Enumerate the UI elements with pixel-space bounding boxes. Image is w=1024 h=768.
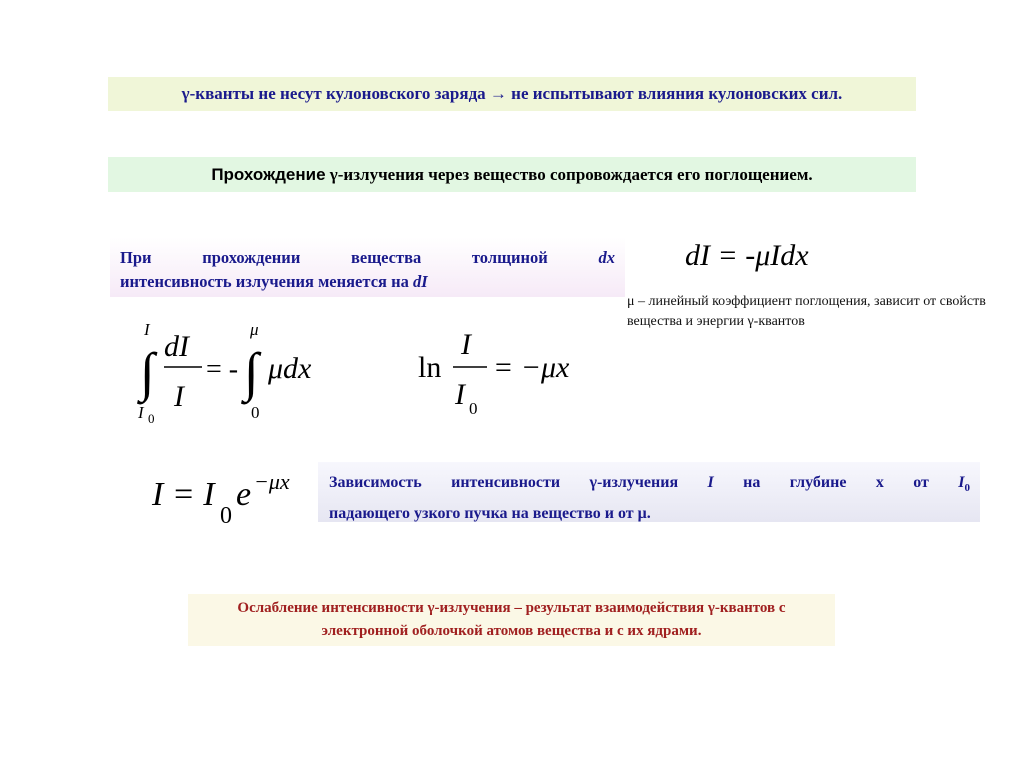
statement-attenuation-line2: электронной оболочкой атомов вещества и с их ядрами.	[321, 623, 702, 639]
var-I: I	[958, 474, 965, 491]
statement-absorption	[108, 157, 916, 192]
mu-definition-text: μ – линейный коэффициент поглощения, зависит от свойств вещества и энергии γ-квантов	[627, 294, 986, 329]
word: от	[913, 474, 929, 491]
integrand: μdx	[268, 352, 312, 385]
word: При	[120, 248, 152, 267]
integral-left-sign: ∫	[140, 342, 155, 402]
formula-differential	[680, 234, 850, 278]
log-denominator: I	[455, 378, 465, 411]
word: на	[743, 474, 761, 491]
statement-absorption-prefix: Прохождение	[211, 164, 326, 184]
formula-exponential	[150, 465, 315, 529]
line2-text: интенсивность излучения меняется на	[120, 272, 409, 291]
exp-base: e	[236, 476, 252, 513]
log-ln: ln	[418, 351, 442, 384]
exp-exponent: −μx	[254, 469, 290, 494]
word: глубине	[789, 474, 847, 491]
word: толщиной	[471, 248, 548, 267]
fraction-denominator: I	[174, 380, 184, 413]
statement-thickness-line2	[120, 270, 615, 294]
exp-sub: 0	[220, 503, 232, 529]
integral-left-lower-sub: 0	[148, 411, 155, 426]
formula-integral	[130, 318, 340, 430]
statement-absorption-rest: γ-излучения через вещество сопровождается его поглощением.	[329, 164, 813, 184]
var-I-sub: 0	[964, 482, 970, 495]
statement-intensity-line1	[329, 470, 970, 501]
statement-intensity-line2: падающего узкого пучка на вещество и от μ.	[329, 505, 651, 523]
statement-thickness-line1	[120, 246, 615, 270]
var-dI: dI	[412, 272, 428, 291]
statement-no-coulomb-charge	[108, 77, 916, 111]
word: интенсивности	[451, 474, 561, 491]
word-var-I0	[958, 470, 970, 501]
statement-thickness	[110, 237, 625, 297]
word: Зависимость	[329, 474, 422, 491]
word: х	[875, 474, 884, 491]
integral-right-lower: 0	[251, 403, 260, 422]
formula-log	[415, 322, 595, 422]
word: γ-излучения	[589, 474, 679, 491]
word-var-dx: dx	[598, 248, 615, 267]
exp-lhs: I = I	[152, 476, 215, 513]
integral-left-upper: I	[144, 320, 150, 339]
statement-intensity-dependence	[318, 462, 980, 522]
word-var-I: I	[707, 474, 714, 491]
log-denominator-sub: 0	[469, 399, 478, 418]
fraction-numerator: dI	[164, 330, 189, 363]
statement-attenuation-line1: Ослабление интенсивности γ-излучения – результат взаимодействия γ-квантов с	[237, 600, 786, 616]
formula-differential-text: dI = -μIdx	[685, 239, 809, 272]
log-numerator: I	[461, 328, 471, 361]
statement-attenuation	[188, 594, 835, 646]
integral-left-lower: I	[138, 403, 144, 422]
integral-equals: = -	[206, 354, 239, 385]
word: прохождении	[202, 248, 301, 267]
statement-no-coulomb-charge-text: γ-кванты не несут кулоновского заряда → не испытывают влияния кулоновских сил.	[181, 84, 843, 103]
integral-right-sign: ∫	[244, 342, 259, 402]
word: вещества	[350, 248, 422, 267]
integral-right-upper: μ	[250, 320, 259, 339]
mu-definition-note	[627, 292, 1007, 332]
log-rhs: = −μx	[493, 351, 570, 384]
